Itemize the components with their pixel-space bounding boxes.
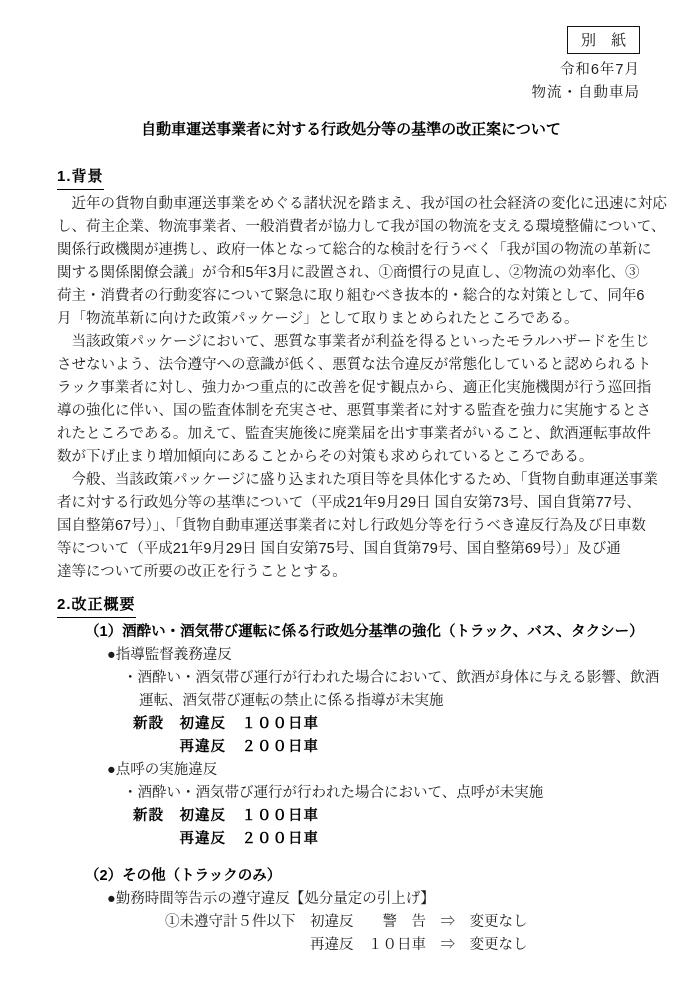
penalty-line: 再違反 ２００日車 [133,831,319,847]
body-line: 月「物流革新に向けた政策パッケージ」として取りまとめられたところである。 [57,311,579,327]
penalty-line: 再違反 ２００日車 [133,739,319,755]
bullet-item-heading: ●指導監督義務違反 [107,647,232,663]
body-line: 導の強化に伴い、国の監査体制を充実させ、悪質事業者に対する監査を強力に実施するとさ [57,403,652,419]
attachment-label: 別 紙 [567,26,640,54]
body-line: 国自整第67号）」、「貨物自動車運送事業者に対し行政処分等を行うべき違反行為及び日車数 [57,518,646,534]
bullet-item-description-cont: 運転、酒気帯び運転の禁止に係る指導が未実施 [139,693,444,709]
body-line: ラック事業者に対し、強力かつ重点的に改善を促す観点から、適正化実施機関が行う巡回指 [57,380,652,396]
body-line: 荷主・消費者の行動変容について緊急に取り組むべき抜本的・総合的な対策として、同年6 [57,288,645,304]
date-line: 令和6年7月 [559,62,640,78]
body-line: 等について（平成21年9月29日 国自安第75号、国自貨第79号、国自整第69号）」及び通 [57,541,621,557]
spacer [57,851,645,865]
body-line: 関する関係閣僚会議」が令和5年3月に設置され、①商慣行の見直し、②物流の効率化、③ [57,265,640,281]
section2-heading: 2.改正概要 [57,593,645,618]
bullet-item-description: ・酒酔い・酒気帯び運行が行われた場合において、飲酒が身体に与える影響、飲酒 [123,670,660,686]
section1-heading: 1.背景 [57,165,645,190]
body-line: 数が下げ止まり増加傾向にあることからその対策も求められているところである。 [57,449,594,465]
body-line: 関係行政機関が連携し、政府一体となって総合的な検討を行うべく「我が国の物流の革新に [57,242,652,258]
bullet-item-description: ・酒酔い・酒気帯び運行が行われた場合において、点呼が未実施 [123,785,544,801]
bullet-item-heading: ●点呼の実施違反 [107,762,218,778]
bullet-item-heading: ●勤務時間等告示の遵守違反【処分量定の引上げ】 [107,891,435,907]
subsection-1-heading: （1）酒酔い・酒気帯び運転に係る行政処分基準の強化（トラック、バス、タクシー） [85,624,644,640]
penalty-line: 新設 初違反 １００日車 [133,716,319,732]
subsection-2-heading: （2）その他（トラックのみ） [85,868,282,884]
body-line: れたところである。加えて、監査実施後に廃業届を出す事業者がいること、飲酒運転事故件 [57,426,652,442]
body-line: 近年の貨物自動車運送事業をめぐる諸状況を踏まえ、我が国の社会経済の変化に迅速に対応 [57,196,667,212]
body-line: 今般、当該政策パッケージに盛り込まれた項目等を具体化するため、「貨物自動車運送事業 [57,472,658,488]
body-line: し、荷主企業、物流事業者、一般消費者が協力して我が国の物流を支える環境整備について、 [57,219,666,235]
body-line: 当該政策パッケージにおいて、悪質な事業者が利益を得るといったモラルハザードを生じ [57,334,650,350]
document-title: 自動車運送事業者に対する行政処分等の基準の改正案について [141,121,561,138]
rule-line: 再違反 １０日車 ⇒ 変更なし [165,937,528,953]
body-line: 達等について所要の改正を行うこととする。 [57,564,347,580]
penalty-line: 新設 初違反 １００日車 [133,808,319,824]
body-line: 者に対する行政処分等の基準について（平成21年9月29日 国自安第73号、国自貨第77号、 [57,495,641,511]
rule-line: ①未遵守計５件以下 初違反 警 告 ⇒ 変更なし [165,914,528,930]
department-line: 物流・自動車局 [531,85,640,101]
body-line: させないよう、法令遵守への意識が低く、悪質な法令違反が常態化していると認められるト [57,357,652,373]
